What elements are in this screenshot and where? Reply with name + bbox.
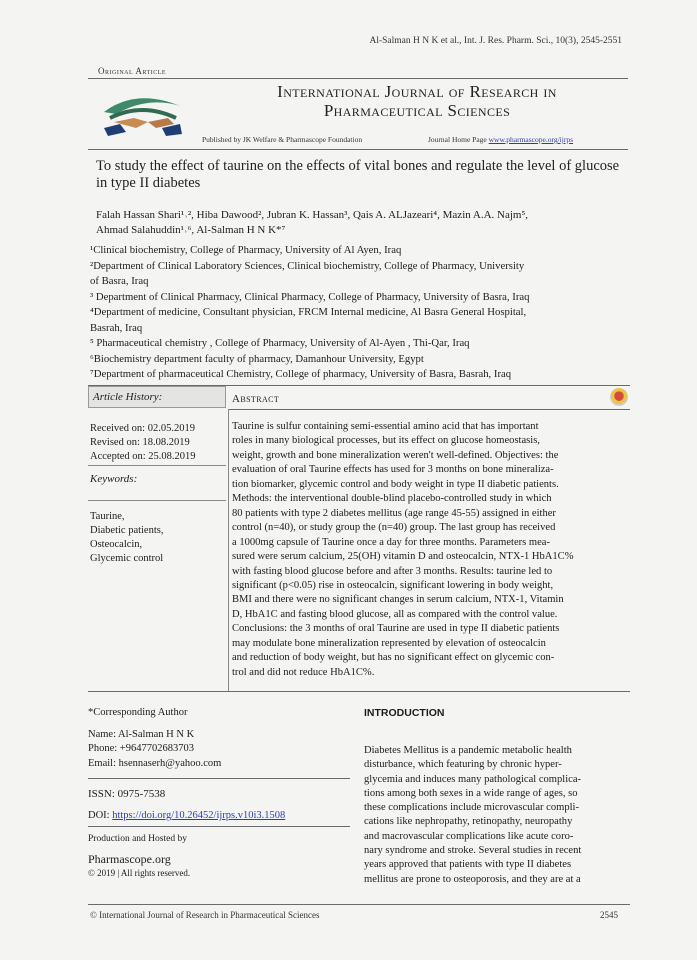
received-date: Received on: 02.05.2019 — [90, 423, 195, 434]
journal-logo-icon — [96, 84, 188, 142]
keyword: Glycemic control — [90, 553, 164, 564]
abstract-line: BMI and there were no significant changes in serum calcium, NTX-1, Vitamin — [232, 594, 564, 606]
article-type-label: Original Article — [98, 66, 167, 76]
intro-line: these complications include microvascular compli- — [364, 802, 579, 814]
abstract-bottom-rule — [88, 691, 630, 692]
sidebar-divider — [88, 500, 226, 501]
abstract-line: sured were serum calcium, 25(OH) vitamin D and osteocalcin, NTX-1 HbA1C% — [232, 551, 574, 563]
publisher-line: Published by JK Welfare & Pharmascope Foundation — [202, 135, 363, 144]
keyword: Taurine, — [90, 511, 125, 522]
intro-line: cations like nephropathy, retinopathy, neuropathy — [364, 816, 573, 828]
keyword: Diabetic patients, — [90, 525, 164, 536]
keyword: Osteocalcin, — [90, 539, 143, 550]
host-name: Pharmascope.org — [88, 852, 171, 866]
page-number: 2545 — [600, 910, 618, 920]
footer-rule — [88, 904, 630, 905]
article-history-header — [88, 386, 226, 408]
affiliation: Basrah, Iraq — [90, 321, 143, 334]
abstract-line: Methods: the interventional double-blind placebo-controlled study in which — [232, 493, 552, 505]
affiliation: ⁶Biochemistry department faculty of pharmacy, Damanhour University, Egypt — [90, 352, 424, 365]
running-head: Al-Salman H N K et al., Int. J. Res. Pharm. Sci., 10(3), 2545-2551 — [369, 36, 622, 46]
homepage-link[interactable]: www.pharmascope.org/ijrps — [488, 135, 573, 144]
crossmark-icon[interactable] — [610, 388, 628, 406]
affiliation: ⁵ Pharmaceutical chemistry , College of Pharmacy, University of Al-Ayen , Thi-Qar, Iraq — [90, 337, 470, 349]
affiliation: ⁴Department of medicine, Consultant physician, FRCM Internal medicine, Al Basra General Hospital, — [90, 306, 527, 318]
production-label: Production and Hosted by — [88, 834, 187, 844]
intro-line: glycemia and induces many pathological complica- — [364, 773, 582, 785]
abstract-line: tion biomarker, glycemic control and body weight in type II diabetic patients. — [232, 478, 559, 490]
abstract-line: may modulate bone mineralization represented by elevation of osteocalcin — [232, 637, 546, 649]
journal-title: International Journal of Research in Pharmaceutical Sciences — [277, 82, 557, 120]
article-title: To study the effect of taurine on the effects of vital bones and regulate the level of glucose in type II diabetes — [96, 158, 620, 191]
introduction-text — [364, 744, 634, 887]
accepted-date: Accepted on: 25.08.2019 — [90, 451, 196, 462]
corresponding-author — [88, 706, 221, 771]
keywords-label: Keywords: — [90, 473, 138, 485]
column-divider — [228, 409, 229, 691]
doi — [88, 810, 285, 821]
abstract-line: trol and did not reduce HbA1C%. — [232, 666, 375, 678]
corr-email[interactable]: Email: hsennaserh@yahoo.com — [88, 757, 222, 769]
affiliation: of Basra, Iraq — [90, 275, 149, 287]
issn: ISSN: 0975-7538 — [88, 788, 166, 800]
abstract-line: Taurine is sulfur containing semi-essential amino acid that has important — [232, 421, 539, 432]
article-history — [90, 422, 196, 464]
sidebar-divider — [88, 465, 226, 466]
affiliation: ²Department of Clinical Laboratory Sciences, Clinical biochemistry, College of Pharmacy, University — [90, 259, 525, 272]
author-list — [96, 208, 636, 238]
masthead-rule — [88, 149, 628, 150]
affiliation: ¹Clinical biochemistry, College of Pharmacy, University of Al Ayen, Iraq — [90, 244, 402, 256]
abstract-line: D, HbA1C and fasting blood glucose, all as compared with the control value. — [232, 608, 558, 620]
corr-rule — [88, 778, 350, 779]
doi-link[interactable]: https://doi.org/10.26452/ijrps.v10i3.1508 — [112, 810, 286, 821]
abstract-line: with fasting blood glucose before and after 3 months. Results: taurine led to — [232, 565, 553, 577]
copyright: © 2019 | All rights reserved. — [88, 868, 191, 878]
authors-line: Falah Hassan Shari¹˒², Hiba Dawood², Jubran K. Hassan³, Qais A. ALJazeari⁴, Mazin A.A. Najm⁵, — [96, 209, 529, 221]
abstract-header-rule — [228, 409, 630, 410]
authors-line: Ahmad Salahuddin¹˒⁶, Al-Salman H N K*⁷ — [96, 224, 286, 236]
keyword-list — [90, 510, 163, 566]
introduction-heading: INTRODUCTION — [364, 707, 445, 719]
corr-name: Name: Al-Salman H N K — [88, 728, 195, 740]
abstract-line: control (n=40), or study group the (n=40) group. The last group has received — [232, 522, 556, 534]
intro-line: Diabetes Mellitus is a pandemic metabolic health — [364, 745, 572, 756]
intro-line: and macrovascular complications like acute coro- — [364, 830, 574, 842]
affiliation: ⁷Department of pharmaceutical Chemistry, College of pharmacy, University of Basra, Basrah, Iraq — [90, 368, 512, 380]
abstract-line: significant (p<0.05) rise in osteocalcin, significant lowering in body weight, — [232, 579, 554, 591]
abstract-line: Conclusions: the 3 months of oral Taurine are used in type II diabetic patients — [232, 623, 560, 635]
abstract-line: evaluation of oral Taurine effects has used for 3 months on bone mineraliza- — [232, 464, 554, 476]
corr-phone: Phone: +9647702683703 — [88, 743, 194, 754]
abstract-line: weight, growth and bone mineralization weren't well-defined. Objectives: the — [232, 449, 559, 461]
journal-homepage — [428, 135, 573, 144]
header-rule — [88, 78, 628, 79]
abstract-line: roles in many biological processes, but its effect on glucose homeostasis, — [232, 435, 540, 447]
footer-text: © International Journal of Research in Pharmaceutical Sciences — [90, 910, 320, 920]
revised-date: Revised on: 18.08.2019 — [90, 437, 190, 448]
corr-label: *Corresponding Author — [88, 707, 188, 718]
abstract-line: and reduction of body weight, but has no significant effect on glycemic con- — [232, 652, 555, 664]
homepage-label: Journal Home Page — [428, 135, 487, 144]
intro-line: mellitus are prone to osteoporosis, and they are at a — [364, 873, 581, 885]
intro-line: nary syndrome and stroke. Several studies in recent — [364, 845, 582, 857]
intro-line: disturbance, which featuring by chronic hyper- — [364, 759, 562, 771]
intro-line: tions among both sexes in a wide range of ages, so — [364, 787, 578, 799]
doi-label: DOI: — [88, 810, 110, 821]
abstract-heading: Abstract — [232, 393, 280, 405]
doi-rule — [88, 826, 350, 827]
intro-line: years approved that patients with type II diabetes — [364, 859, 572, 871]
abstract-line: a 1000mg capsule of Taurine once a day for three months. Parameters mea- — [232, 536, 550, 548]
abstract-text — [232, 420, 630, 680]
affiliation: ³ Department of Clinical Pharmacy, Clinical Pharmacy, College of Pharmacy, University of Basra, Iraq — [90, 290, 530, 303]
article-history-label: Article History: — [93, 391, 163, 403]
abstract-line: 80 patients with type 2 diabetes mellitus (age range 45-55) assigned in either — [232, 507, 556, 519]
affiliation-list — [90, 243, 638, 383]
